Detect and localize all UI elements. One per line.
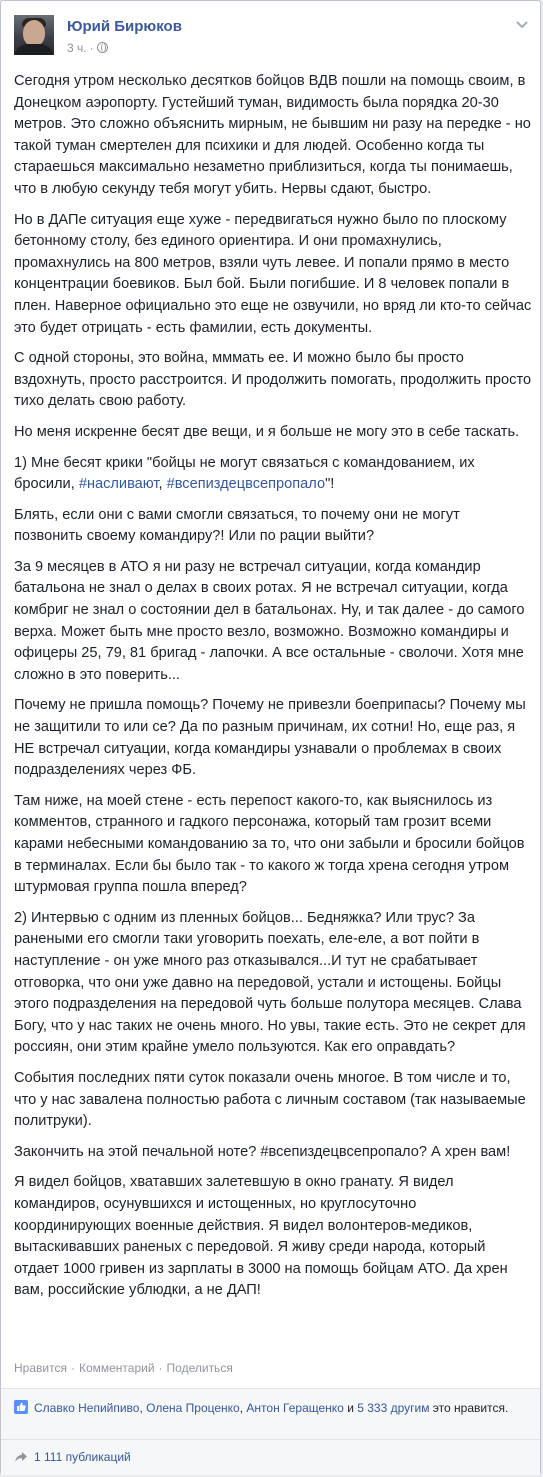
post-header	[14, 15, 529, 61]
shares-summary	[1, 1439, 540, 1476]
post-paragraph: Я видел бойцов, хватавших залетевшую в окно гранату. Я видел командиров, осунувшихся и истощенных, но круглосуточно координирующих военные действия. Я видел волонтеров-медиков, вытаскивавших раненых с передовой. Я живу среди народа, который отдает 1000 гривен из зарплаты в 3000 на помощь бойцам АТО. Да хрен вам, российские ублюдки, а не ДАП!	[14, 1174, 508, 1299]
post-paragraph: Но меня искренне бесят две вещи, и я больше не могу это в себе таскать.	[14, 423, 520, 440]
paragraph-text: "!	[325, 476, 335, 493]
post-actions	[14, 1361, 233, 1375]
likes-and: и	[343, 1401, 358, 1415]
post-paragraph: Там ниже, на моей стене - есть перепост какого-то, как выяснилось из комментов, странного и гадкого персонажа, который там грозит всеми карами небесными командованию за то, что они забыли и бросили бойцов в терминалах. Если бы было так - то какого ж тогда хрена сегодня утром штурмовая группа пошла вперед?	[14, 792, 525, 896]
author-name[interactable]: Юрий Бирюков	[67, 18, 182, 35]
globe-icon[interactable]	[97, 42, 108, 53]
likes-comma: ,	[239, 1401, 247, 1415]
meta-dot: ·	[89, 41, 94, 55]
share-link[interactable]: Поделиться	[166, 1361, 233, 1375]
comment-link[interactable]: Комментарий	[78, 1361, 155, 1375]
post-paragraph: 2) Интервью с одним из пленных бойцов... Бедняжка? Или трус? За ранеными его смогли таки уговорить поехать, еле-еле, а вот пойти в наступление - он уже много раз отказывался...И тут не срабатывает отговорка, что они уже давно на передовой, устали и истощены. Бойцы этого подразделения на передовой чуть больше полутора месяцев. Слава Богу, что у нас таких не очень много. Но увы, такие есть. Это не секрет для россиян, они этим крайне умело пользуются. Как его оправдать?	[14, 909, 526, 1056]
paragraph-text: ,	[158, 476, 167, 493]
post-body	[14, 71, 532, 1311]
liker-name[interactable]: Славко Непийпиво	[34, 1401, 140, 1415]
likes-text	[34, 1399, 526, 1417]
post-meta	[67, 41, 108, 55]
like-link[interactable]: Нравится	[14, 1361, 67, 1375]
post-paragraph: Почему не пришла помощь? Почему не привезли боеприпасы? Почему мы не защитили то или се? Да по разным причинам, их сотни! Но, еще раз, я НЕ встречал ситуации, когда командиры узнавали о проблемах в своих подразделениях через ФБ.	[14, 697, 526, 779]
post-paragraph: Сегодня утром несколько десятков бойцов ВДВ пошли на помощь своим, в Донецком аэропорту. Густейший туман, видимость была порядка 20-30 метров. Это сложно объяснить мирным, не бывшим ни разу на передке - но такой туман смертелен для психики и для людей. Особенно когда ты стараешься максимально незаметно приблизиться, когда ты понимаешь, что в любую секунду тебя могут убить. Нервы сдают, быстро.	[14, 73, 531, 197]
feedback-box	[1, 1388, 540, 1475]
post-paragraph: Но в ДАПе ситуация еще хуже - передвигаться нужно было по плоскому бетонному столу, без единого ориентира. И они промахнулись, промахнулись на 800 метров, взяли чуть левее. И попали прямо в место концентрации боевиков. Был бой. Были погибшие. И 8 человек попали в плен. Наверное официально это еще не озвучили, но вряд ли кто-то сейчас это будет отрицать - есть фамилии, есть документы.	[14, 211, 532, 336]
likes-others-link[interactable]: 5 333 другим	[357, 1401, 430, 1415]
action-separator: ·	[70, 1361, 75, 1375]
avatar-face	[23, 20, 45, 46]
likes-suffix: это нравится.	[429, 1401, 509, 1415]
author-avatar[interactable]	[14, 15, 54, 55]
liker-name[interactable]: Олена Проценко	[146, 1401, 240, 1415]
post-paragraph: Закончить на этой печальной ноте? #всепиздецвсепропало? А хрен вам!	[14, 1143, 511, 1160]
paragraph-text: 1) Мне бесят крики "бойцы не могут связаться с командованием, их бросили,	[14, 454, 475, 493]
hashtag-link[interactable]: #насливают	[78, 476, 159, 493]
liker-name[interactable]: Антон Геращенко	[246, 1401, 344, 1415]
post-paragraph-with-hashtags	[14, 453, 532, 496]
post-paragraph: События последних пяти суток показали очень многое. В том числе и то, что у нас завалена полностью работа с личным составом (так называемые политруки).	[14, 1069, 526, 1130]
likes-comma: ,	[139, 1401, 147, 1415]
likes-summary	[14, 1399, 526, 1417]
like-thumb-icon	[14, 1400, 28, 1414]
post-timestamp[interactable]: 3 ч.	[67, 41, 87, 55]
action-separator: ·	[158, 1361, 163, 1375]
post-paragraph: Блять, если они с вами смогли связаться, то почему они не могут позвонить своему командиру?! Или по рации выйти?	[14, 506, 460, 545]
chevron-down-icon[interactable]	[515, 17, 529, 31]
share-arrow-icon	[14, 1450, 28, 1464]
shares-count-link[interactable]: 1 111 публикаций	[34, 1450, 131, 1464]
post-paragraph: С одной стороны, это война, мммать ее. И можно было бы просто вздохнуть, просто расстроится. И продолжить помогать, продолжить просто тихо делать свою работу.	[14, 350, 532, 410]
post-paragraph: За 9 месяцев в АТО я ни разу не встречал ситуации, когда командир батальона не знал о делах в своих ротах. Я не встречал ситуации, когда комбриг не знал о состоянии дел в батальонах. Ну, и так далее - до самого верха. Может быть мне просто везло, возможно. Возможно командиры и офицеры 25, 79, 81 бригад - лапочки. А все остальные - сволочи. Хотя мне сложно в это поверить...	[14, 558, 525, 683]
hashtag-link[interactable]: #всепиздецвсепропало	[166, 476, 326, 493]
avatar-shoulders	[14, 44, 54, 55]
